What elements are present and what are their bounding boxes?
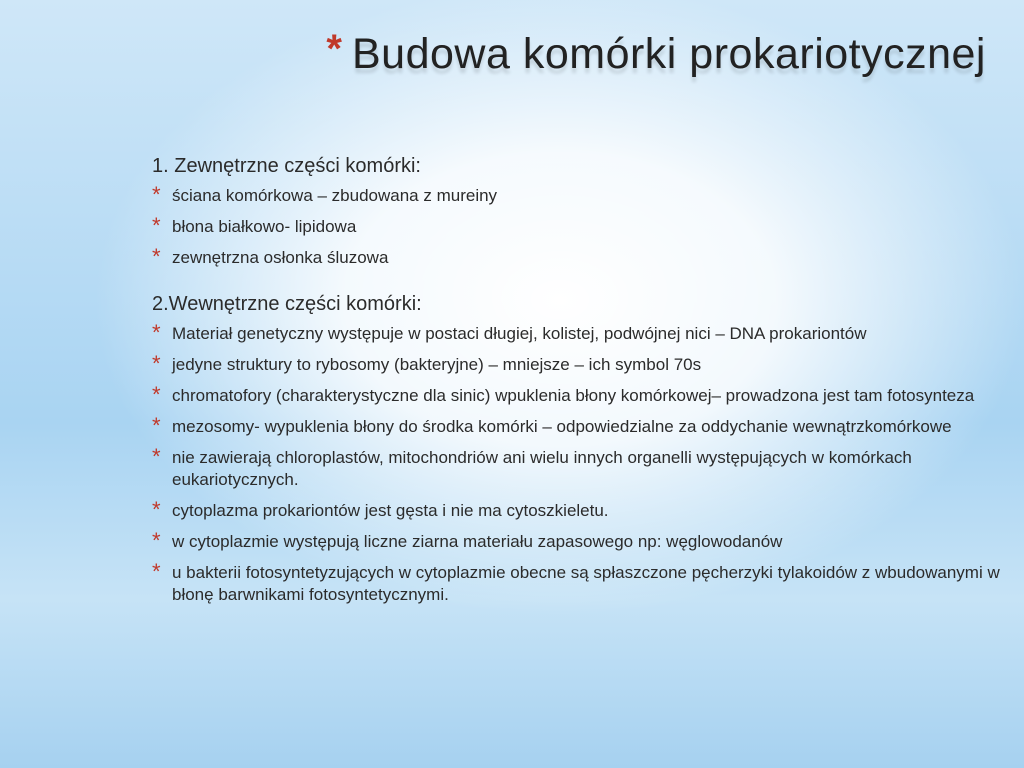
asterisk-icon: * — [152, 320, 161, 345]
title-asterisk-icon: * — [326, 27, 342, 71]
bullet-list-external — [152, 182, 1002, 269]
asterisk-icon: * — [152, 351, 161, 376]
asterisk-icon: * — [152, 528, 161, 553]
list-item-text: ściana komórkowa – zbudowana z mureiny — [172, 186, 498, 205]
asterisk-icon: * — [152, 182, 161, 207]
asterisk-icon: * — [152, 382, 161, 407]
list-item — [152, 320, 1002, 345]
asterisk-icon: * — [152, 444, 161, 469]
list-item-text: mezosomy- wypuklenia błony do środka komórki – odpowiedzialne za oddychanie wewnątrzkomórkowe — [172, 417, 952, 436]
list-item-text: w cytoplazmie występują liczne ziarna materiału zapasowego np: węglowodanów — [172, 532, 783, 551]
list-item-text: chromatofory (charakterystyczne dla sinic) wpuklenia błony komórkowej– prowadzona jest tam fotosynteza — [172, 386, 975, 405]
list-item — [152, 244, 1002, 269]
list-item — [152, 559, 1002, 606]
list-item-text: Materiał genetyczny występuje w postaci długiej, kolistej, podwójnej nici – DNA prokariontów — [172, 324, 867, 343]
slide-title: Budowa komórki prokariotycznej — [352, 30, 986, 78]
asterisk-icon: * — [152, 213, 161, 238]
list-item-text: cytoplazma prokariontów jest gęsta i nie ma cytoszkieletu. — [172, 501, 609, 520]
list-item — [152, 413, 1002, 438]
list-item-text: zewnętrzna osłonka śluzowa — [172, 248, 389, 267]
list-item — [152, 497, 1002, 522]
slide-content — [152, 153, 1002, 615]
asterisk-icon: * — [152, 497, 161, 522]
asterisk-icon: * — [152, 244, 161, 269]
list-item-text: błona białkowo- lipidowa — [172, 217, 357, 236]
list-item — [152, 528, 1002, 553]
list-item — [152, 182, 1002, 207]
list-item-text: u bakterii fotosyntetyzujących w cytoplazmie obecne są spłaszczone pęcherzyki tylakoidów z wbudowanymi w błonę barwnikami fotosyntetycznymi. — [172, 563, 1000, 604]
list-item — [152, 213, 1002, 238]
list-item-text: jedyne struktury to rybosomy (bakteryjne) – mniejsze – ich symbol 70s — [172, 355, 702, 374]
section-heading-external: 1. Zewnętrzne części komórki: — [152, 155, 421, 177]
list-item-text: nie zawierają chloroplastów, mitochondriów ani wielu innych organelli występujących w komórkach eukariotycznych. — [172, 448, 912, 489]
list-item — [152, 444, 1002, 491]
asterisk-icon: * — [152, 559, 161, 584]
list-item — [152, 351, 1002, 376]
bullet-list-internal — [152, 320, 1002, 606]
asterisk-icon: * — [152, 413, 161, 438]
title-bar — [326, 27, 986, 79]
list-item — [152, 382, 1002, 407]
section-heading-internal: 2.Wewnętrzne części komórki: — [152, 293, 422, 315]
